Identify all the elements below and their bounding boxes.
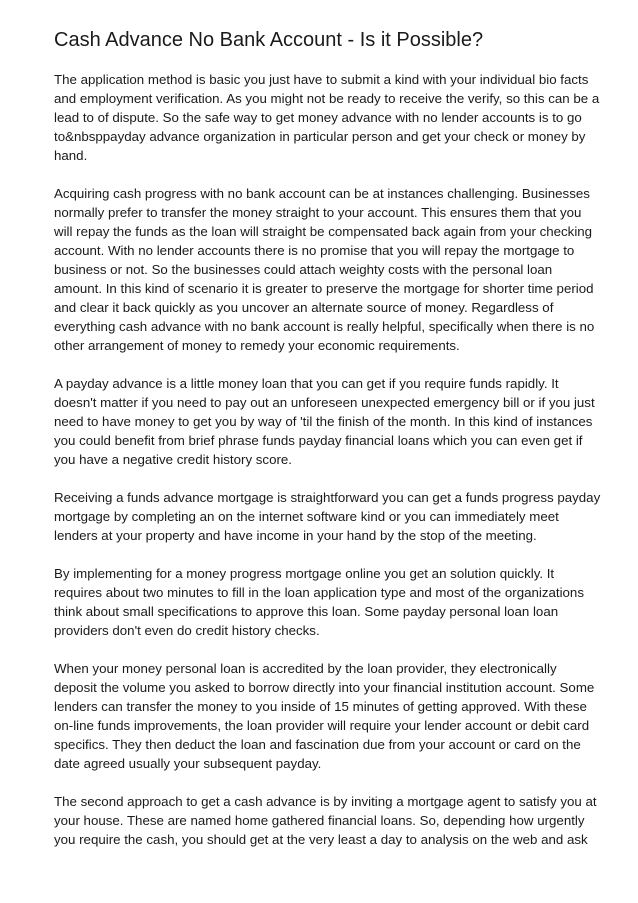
text-line: The application method is basic you just have to submit a kind with your individual bio facts [54, 72, 589, 87]
paragraph [54, 374, 594, 469]
text-line: you require the cash, you should get at the very least a day to analysis on the web and ask [54, 832, 588, 847]
paragraph [54, 659, 594, 773]
paragraph [54, 792, 597, 849]
text-line: hand. [54, 148, 88, 163]
text-line: By implementing for a money progress mortgage online you get an solution quickly. It [54, 566, 555, 581]
text-line: normally prefer to transfer the money straight to your account. This ensures them that you [54, 205, 582, 220]
text-line: lenders at your property and have income in your hand by the stop of the meeting. [54, 528, 537, 543]
text-line: Acquiring cash progress with no bank account can be at instances challenging. Businesses [54, 186, 590, 201]
document-title: Cash Advance No Bank Account - Is it Possible? [54, 29, 484, 51]
paragraph [54, 488, 601, 545]
text-line: will repay the funds as the loan will straight be compensated back again from your checking [54, 224, 593, 239]
text-line: requires about two minutes to fill in the loan application type and most of the organizations [54, 585, 584, 600]
text-line: lead to of dispute. So the safe way to get money advance with no lender accounts is to go [54, 110, 582, 125]
text-line: and employment verification. As you might not be ready to receive the verify, so this can be a [54, 91, 600, 106]
text-line: and clear it back quickly as you uncover an alternate source of money. Regardless of [54, 300, 554, 315]
text-line: need to have money to get you by way of 'til the finish of the month. In this kind of instances [54, 414, 593, 429]
text-line: The second approach to get a cash advance is by inviting a mortgage agent to satisfy you at [54, 794, 597, 809]
paragraph [54, 564, 594, 640]
text-line: everything cash advance with no bank account is really helpful, specifically when there is no [54, 319, 595, 334]
text-line: mortgage by completing an on the internet software kind or you can immediately meet [54, 509, 559, 524]
text-line: you could benefit from brief phrase funds payday financial loans which you can even get if [54, 433, 583, 448]
text-line: When your money personal loan is accredited by the loan provider, they electronically [54, 661, 557, 676]
text-line: lenders can transfer the money to you inside of 15 minutes of getting approved. With these [54, 699, 587, 714]
text-line: providers don't even do credit history checks. [54, 623, 320, 638]
text-line: account. With no lender accounts there is no promise that you will repay the mortgage to [54, 243, 575, 258]
paragraph [54, 70, 600, 165]
text-line: your house. These are named home gathered financial loans. So, depending how urgently [54, 813, 585, 828]
text-line: Receiving a funds advance mortgage is straightforward you can get a funds progress payday [54, 490, 601, 505]
text-line: think about small specifications to approve this loan. Some payday personal loan loan [54, 604, 559, 619]
text-line: you have a negative credit history score. [54, 452, 292, 467]
text-line: to&nbsppayday advance organization in particular person and get your check or money by [54, 129, 586, 144]
text-line: other arrangement of money to remedy your economic requirements. [54, 338, 460, 353]
document-body [54, 70, 601, 868]
text-line: amount. In this kind of scenario it is greater to preserve the mortgage for shorter time period [54, 281, 594, 296]
paragraph [54, 184, 594, 355]
text-line: date agreed usually your subsequent payday. [54, 756, 322, 771]
text-line: business or not. So the businesses could attach weighty costs with the personal loan [54, 262, 553, 277]
text-line: deposit the volume you asked to borrow directly into your financial institution account. Some [54, 680, 595, 695]
text-line: on-line funds improvements, the loan provider will require your lender account or debit card [54, 718, 590, 733]
text-line: A payday advance is a little money loan that you can get if you require funds rapidly. It [54, 376, 559, 391]
text-line: doesn't matter if you need to pay out an unforeseen unexpected emergency bill or if you just [54, 395, 595, 410]
text-line: specifics. They then deduct the loan and fascination due from your account or card on the [54, 737, 581, 752]
